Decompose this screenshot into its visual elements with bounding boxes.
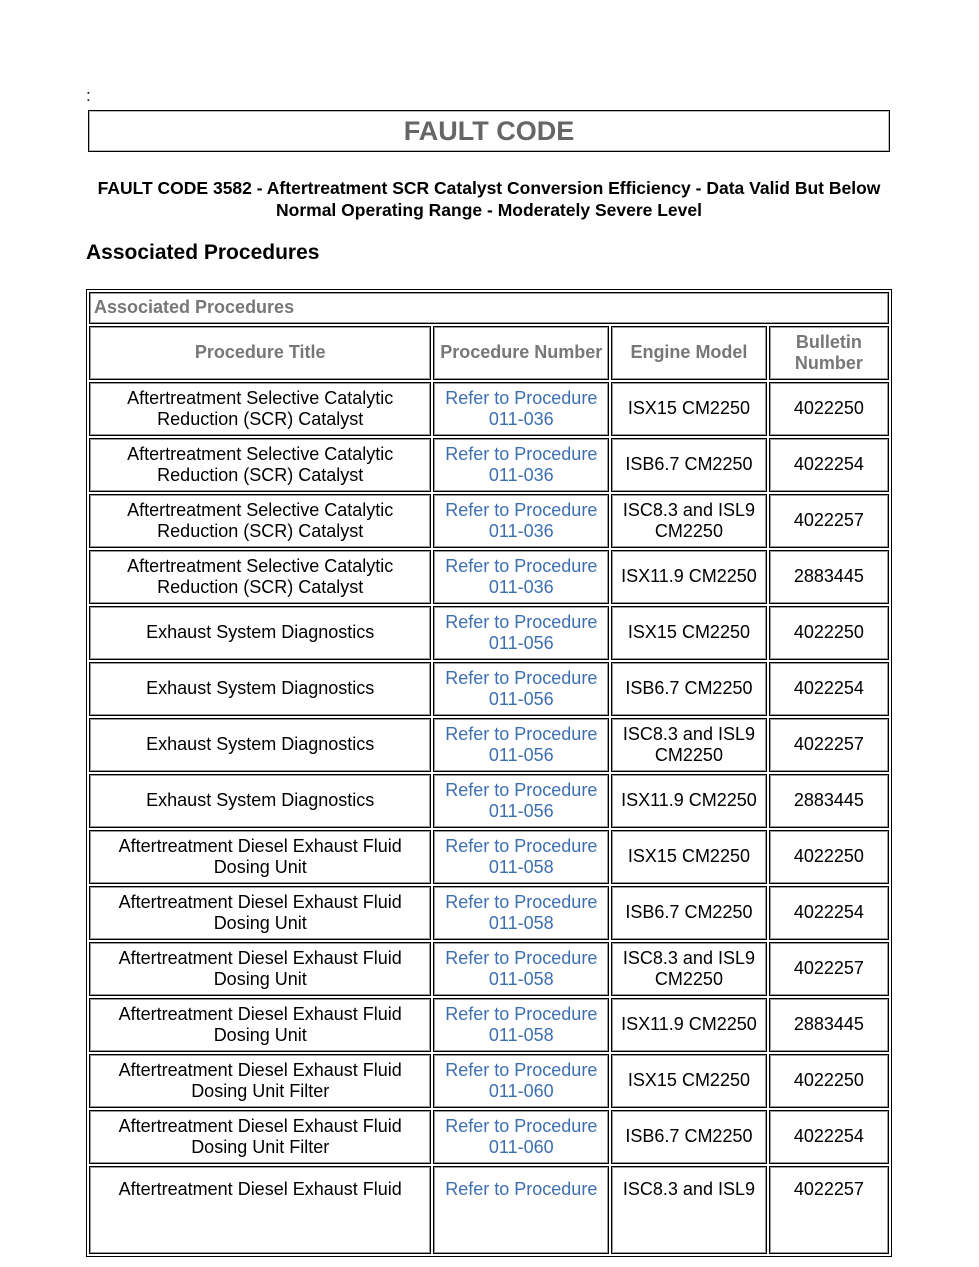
table-row xyxy=(89,830,889,884)
engine-model-cell: ISC8.3 and ISL9 CM2250 xyxy=(611,942,767,996)
procedure-title-cell: Aftertreatment Diesel Exhaust Fluid Dosing Unit xyxy=(89,942,431,996)
section-heading: Associated Procedures xyxy=(86,241,320,264)
procedure-link[interactable]: Refer to Procedure 011-058 xyxy=(433,886,609,940)
header-procedure-number: Procedure Number xyxy=(433,326,609,380)
procedure-link[interactable]: Refer to Procedure 011-058 xyxy=(433,998,609,1052)
engine-model-cell: ISB6.7 CM2250 xyxy=(611,886,767,940)
procedures-table-container xyxy=(86,289,892,1199)
table-row xyxy=(89,774,889,828)
table-row xyxy=(89,886,889,940)
engine-model-cell: ISC8.3 and ISL9 xyxy=(611,1166,767,1254)
procedure-title-cell: Aftertreatment Selective Catalytic Reduction (SCR) Catalyst xyxy=(89,550,431,604)
procedure-title-cell: Exhaust System Diagnostics xyxy=(89,662,431,716)
bulletin-number-cell: 4022250 xyxy=(769,1054,889,1108)
page-title: FAULT CODE xyxy=(88,110,890,152)
table-row xyxy=(89,1110,889,1164)
procedure-title-cell: Exhaust System Diagnostics xyxy=(89,774,431,828)
procedure-link[interactable]: Refer to Procedure 011-036 xyxy=(433,438,609,492)
table-row xyxy=(89,606,889,660)
procedure-link[interactable]: Refer to Procedure 011-058 xyxy=(433,942,609,996)
bulletin-number-cell: 4022250 xyxy=(769,606,889,660)
table-header-row xyxy=(89,326,889,380)
bulletin-number-cell: 4022254 xyxy=(769,1110,889,1164)
engine-model-cell: ISX11.9 CM2250 xyxy=(611,774,767,828)
table-row xyxy=(89,998,889,1052)
engine-model-cell: ISX11.9 CM2250 xyxy=(611,998,767,1052)
colon-marker: : xyxy=(86,86,91,105)
engine-model-cell: ISC8.3 and ISL9 CM2250 xyxy=(611,494,767,548)
procedure-title-cell: Aftertreatment Diesel Exhaust Fluid Dosing Unit xyxy=(89,830,431,884)
header-procedure-title: Procedure Title xyxy=(89,326,431,380)
procedure-link[interactable]: Refer to Procedure 011-036 xyxy=(433,550,609,604)
procedure-link[interactable]: Refer to Procedure 011-056 xyxy=(433,606,609,660)
bulletin-number-cell: 4022257 xyxy=(769,718,889,772)
procedure-link[interactable]: Refer to Procedure 011-056 xyxy=(433,718,609,772)
bulletin-number-cell: 2883445 xyxy=(769,550,889,604)
procedure-title-cell: Aftertreatment Diesel Exhaust Fluid Dosing Unit Filter xyxy=(89,1054,431,1108)
bulletin-number-cell: 4022257 xyxy=(769,494,889,548)
header-engine-model: Engine Model xyxy=(611,326,767,380)
bulletin-number-cell: 4022257 xyxy=(769,942,889,996)
fault-code-subtitle: FAULT CODE 3582 - Aftertreatment SCR Catalyst Conversion Efficiency - Data Valid But Below Normal Operating Range - Moderately Severe Level xyxy=(97,178,881,220)
engine-model-cell: ISB6.7 CM2250 xyxy=(611,1110,767,1164)
procedure-title-cell: Exhaust System Diagnostics xyxy=(89,718,431,772)
table-row xyxy=(89,1054,889,1108)
table-row xyxy=(89,1166,889,1254)
procedure-title-cell: Aftertreatment Selective Catalytic Reduction (SCR) Catalyst xyxy=(89,438,431,492)
procedures-table xyxy=(86,289,892,1257)
engine-model-cell: ISX15 CM2250 xyxy=(611,382,767,436)
procedure-link[interactable]: Refer to Procedure 011-036 xyxy=(433,494,609,548)
bulletin-number-cell: 4022254 xyxy=(769,662,889,716)
procedure-title-cell: Aftertreatment Diesel Exhaust Fluid Dosing Unit xyxy=(89,886,431,940)
bulletin-number-cell: 2883445 xyxy=(769,998,889,1052)
procedure-title-cell: Aftertreatment Diesel Exhaust Fluid Dosing Unit Filter xyxy=(89,1110,431,1164)
procedure-title-cell: Aftertreatment Selective Catalytic Reduction (SCR) Catalyst xyxy=(89,494,431,548)
bulletin-number-cell: 4022254 xyxy=(769,438,889,492)
table-row xyxy=(89,942,889,996)
engine-model-cell: ISB6.7 CM2250 xyxy=(611,662,767,716)
bulletin-number-cell: 4022254 xyxy=(769,886,889,940)
bulletin-number-cell: 4022250 xyxy=(769,830,889,884)
procedure-title-cell: Aftertreatment Selective Catalytic Reduction (SCR) Catalyst xyxy=(89,382,431,436)
engine-model-cell: ISC8.3 and ISL9 CM2250 xyxy=(611,718,767,772)
procedure-title-cell: Exhaust System Diagnostics xyxy=(89,606,431,660)
bulletin-number-cell: 4022257 xyxy=(769,1166,889,1254)
engine-model-cell: ISB6.7 CM2250 xyxy=(611,438,767,492)
table-row xyxy=(89,494,889,548)
bulletin-number-cell: 2883445 xyxy=(769,774,889,828)
engine-model-cell: ISX11.9 CM2250 xyxy=(611,550,767,604)
procedure-link[interactable]: Refer to Procedure 011-036 xyxy=(433,382,609,436)
engine-model-cell: ISX15 CM2250 xyxy=(611,830,767,884)
table-row xyxy=(89,718,889,772)
table-row xyxy=(89,438,889,492)
procedure-title-cell: Aftertreatment Diesel Exhaust Fluid xyxy=(89,1166,431,1254)
engine-model-cell: ISX15 CM2250 xyxy=(611,606,767,660)
table-caption: Associated Procedures xyxy=(89,292,889,324)
engine-model-cell: ISX15 CM2250 xyxy=(611,1054,767,1108)
procedure-link[interactable]: Refer to Procedure 011-060 xyxy=(433,1054,609,1108)
procedure-link[interactable]: Refer to Procedure 011-056 xyxy=(433,774,609,828)
header-bulletin-number: Bulletin Number xyxy=(769,326,889,380)
procedure-link[interactable]: Refer to Procedure 011-058 xyxy=(433,830,609,884)
procedure-title-cell: Aftertreatment Diesel Exhaust Fluid Dosing Unit xyxy=(89,998,431,1052)
table-row xyxy=(89,662,889,716)
table-row xyxy=(89,382,889,436)
procedure-link[interactable]: Refer to Procedure xyxy=(433,1166,609,1254)
procedure-link[interactable]: Refer to Procedure 011-060 xyxy=(433,1110,609,1164)
procedure-link[interactable]: Refer to Procedure 011-056 xyxy=(433,662,609,716)
bulletin-number-cell: 4022250 xyxy=(769,382,889,436)
table-row xyxy=(89,550,889,604)
